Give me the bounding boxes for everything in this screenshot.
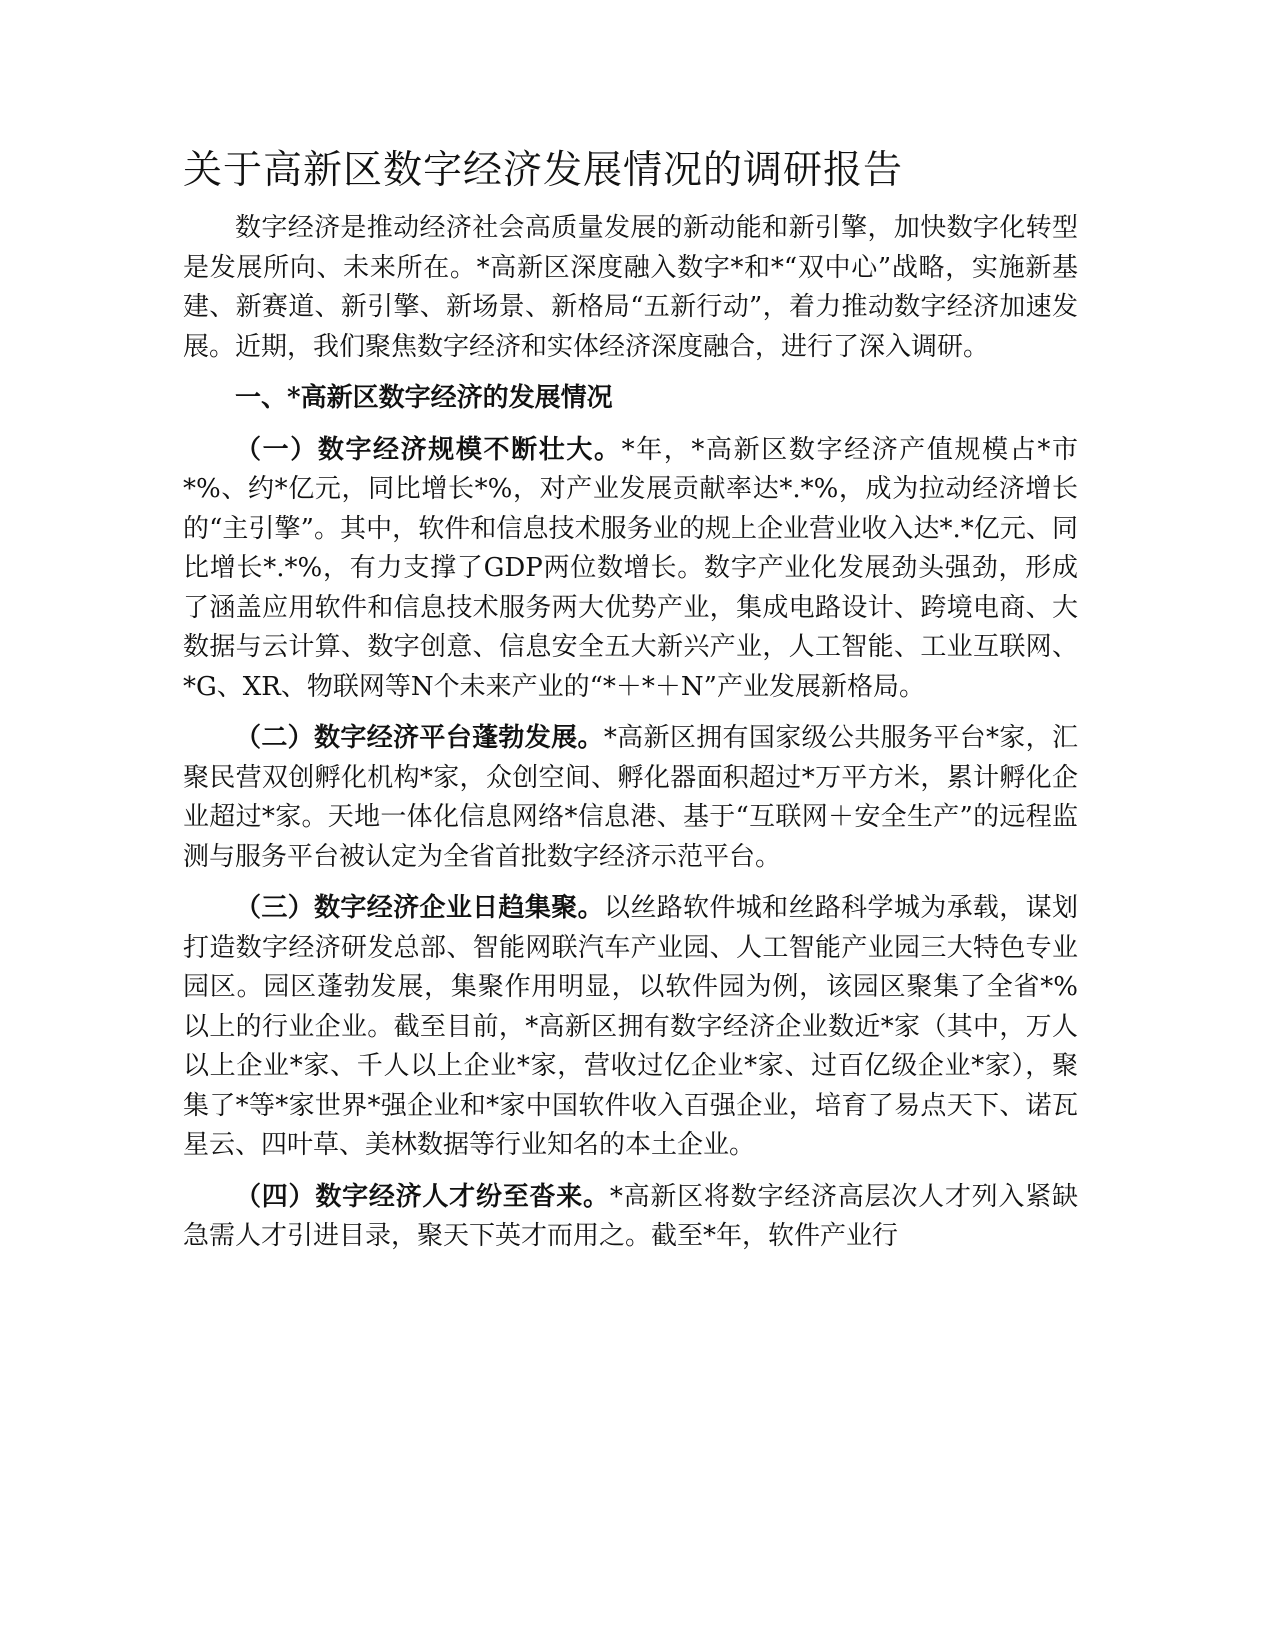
section-item-1 (183, 431, 1078, 708)
section-item-2 (183, 719, 1078, 877)
item-text: *高新区将数字经济高层次人才列入紧缺急需人才引进目录，聚天下英才而用之。截至*年，软件产业行 (183, 1181, 1078, 1251)
document-title: 关于高新区数字经济发展情况的调研报告 (183, 148, 904, 193)
item-lead: （三）数字经济企业日趋集聚。 (235, 893, 604, 923)
item-lead: （四）数字经济人才纷至沓来。 (235, 1181, 610, 1212)
section-item-4 (183, 1178, 1078, 1257)
item-text: *年，*高新区数字经济产值规模占*市*%、约*亿元，同比增长*%，对产业发展贡献率达*.*%，成为拉动经济增长的“主引擎”。其中，软件和信息技术服务业的规上企业营业收入达*.*亿元、同比增长*.*%，有力支撑了GDP两位数增长。数字产业化发展劲头强劲，形成了涵盖应用软件和信息技术服务两大优势产业，集成电路设计、跨境电商、大数据与云计算、数字创意、信息安全五大新兴产业，人工智能、工业互联网、*G、XR、物联网等N个未来产业的“*＋*＋N”产业发展新格局。 (183, 434, 1078, 702)
document-page (183, 145, 1078, 1269)
intro-paragraph: 数字经济是推动经济社会高质量发展的新动能和新引擎，加快数字化转型是发展所向、未来所在。*高新区深度融入数字*和*“双中心”战略，实施新基建、新赛道、新引擎、新场景、新格局“五新行动”，着力推动数字经济加速发展。近期，我们聚焦数字经济和实体经济深度融合，进行了深入调研。 (183, 213, 1078, 362)
item-lead: （二）数字经济平台蓬勃发展。 (235, 723, 604, 753)
section-heading: 一、*高新区数字经济的发展情况 (235, 383, 613, 413)
section-item-3 (183, 889, 1078, 1166)
item-lead: （一）数字经济规模不断壮大。 (235, 434, 622, 465)
item-text: *高新区拥有国家级公共服务平台*家，汇聚民营双创孵化机构*家，众创空间、孵化器面积超过*万平方米，累计孵化企业超过*家。天地一体化信息网络*信息港、基于“互联网＋安全生产”的远程监测与服务平台被认定为全省首批数字经济示范平台。 (183, 723, 1078, 872)
item-text: 以丝路软件城和丝路科学城为承载，谋划打造数字经济研发总部、智能网联汽车产业园、人工智能产业园三大特色专业园区。园区蓬勃发展，集聚作用明显，以软件园为例，该园区聚集了全省*%以上的行业企业。截至目前，*高新区拥有数字经济企业数近*家（其中，万人以上企业*家、千人以上企业*家，营收过亿企业*家、过百亿级企业*家），聚集了*等*家世界*强企业和*家中国软件收入百强企业，培育了易点天下、诺瓦星云、四叶草、美林数据等行业知名的本土企业。 (183, 893, 1078, 1160)
